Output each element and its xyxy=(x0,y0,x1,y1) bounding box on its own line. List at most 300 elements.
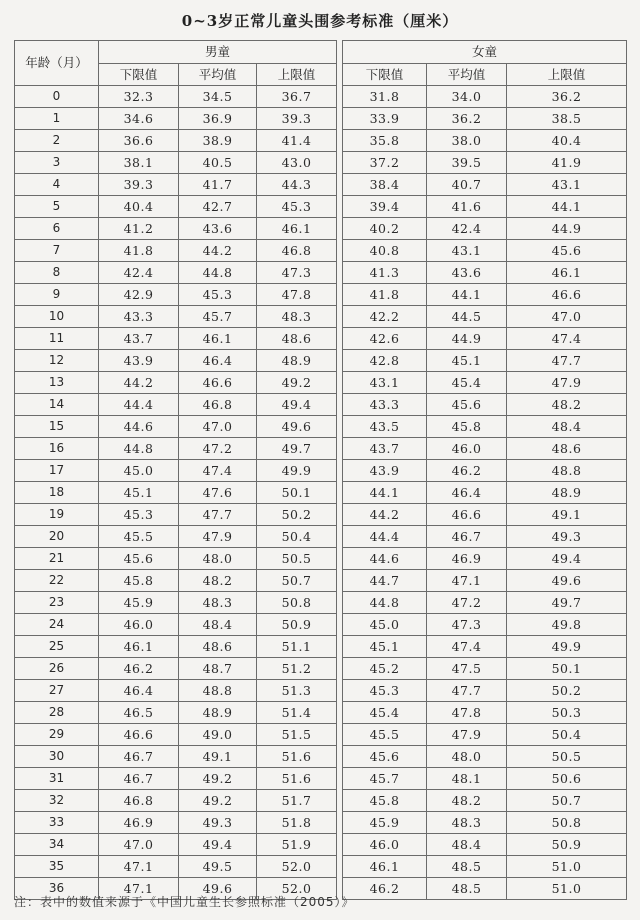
girl-mean-cell: 40.7 xyxy=(427,174,507,196)
girl-mean-cell: 48.4 xyxy=(427,834,507,856)
boy-mean-cell: 49.0 xyxy=(179,724,257,746)
boy-upper-cell: 51.3 xyxy=(257,680,337,702)
age-cell: 4 xyxy=(15,174,99,196)
girl-mean-cell: 47.1 xyxy=(427,570,507,592)
boy-upper-cell: 43.0 xyxy=(257,152,337,174)
girl-lower-cell: 40.2 xyxy=(343,218,427,240)
boy-upper-cell: 44.3 xyxy=(257,174,337,196)
age-cell: 34 xyxy=(15,834,99,856)
girl-lower-cell: 45.9 xyxy=(343,812,427,834)
girl-mean-cell: 45.6 xyxy=(427,394,507,416)
girl-upper-cell: 38.5 xyxy=(507,108,627,130)
girl-lower-cell: 31.8 xyxy=(343,86,427,108)
girl-mean-cell: 44.9 xyxy=(427,328,507,350)
table-row xyxy=(15,416,627,438)
girl-lower-cell: 44.8 xyxy=(343,592,427,614)
age-cell: 16 xyxy=(15,438,99,460)
table-row xyxy=(15,702,627,724)
age-cell: 8 xyxy=(15,262,99,284)
girl-upper-cell: 40.4 xyxy=(507,130,627,152)
girl-lower-cell: 43.1 xyxy=(343,372,427,394)
age-cell: 17 xyxy=(15,460,99,482)
boy-upper-cell: 47.8 xyxy=(257,284,337,306)
boy-mean-cell: 49.3 xyxy=(179,812,257,834)
boy-upper-cell: 49.6 xyxy=(257,416,337,438)
boy-upper-cell: 51.8 xyxy=(257,812,337,834)
girl-upper-cell: 49.6 xyxy=(507,570,627,592)
girl-lower-cell: 46.1 xyxy=(343,856,427,878)
girl-mean-cell: 48.5 xyxy=(427,878,507,900)
girl-upper-cell: 47.7 xyxy=(507,350,627,372)
table-row xyxy=(15,240,627,262)
boy-upper-cell: 48.9 xyxy=(257,350,337,372)
boy-lower-cell: 43.7 xyxy=(99,328,179,350)
girl-lower-cell: 44.7 xyxy=(343,570,427,592)
girl-mean-cell: 46.0 xyxy=(427,438,507,460)
age-cell: 15 xyxy=(15,416,99,438)
girl-lower-cell: 46.0 xyxy=(343,834,427,856)
boy-mean-cell: 47.2 xyxy=(179,438,257,460)
age-cell: 22 xyxy=(15,570,99,592)
age-cell: 19 xyxy=(15,504,99,526)
girl-upper-cell: 51.0 xyxy=(507,878,627,900)
boy-upper-cell: 50.2 xyxy=(257,504,337,526)
girl-lower-cell: 45.6 xyxy=(343,746,427,768)
boy-mean-cell: 46.8 xyxy=(179,394,257,416)
boy-upper-cell: 49.4 xyxy=(257,394,337,416)
boy-mean-cell: 44.8 xyxy=(179,262,257,284)
boy-mean-cell: 48.4 xyxy=(179,614,257,636)
boy-lower-cell: 45.0 xyxy=(99,460,179,482)
girls-group-header: 女童 xyxy=(343,41,627,64)
table-header xyxy=(15,41,627,86)
girl-lower-cell: 39.4 xyxy=(343,196,427,218)
age-cell: 29 xyxy=(15,724,99,746)
boy-upper-cell: 39.3 xyxy=(257,108,337,130)
table-row xyxy=(15,856,627,878)
age-cell: 31 xyxy=(15,768,99,790)
boy-upper-cell: 45.3 xyxy=(257,196,337,218)
girl-upper-cell: 49.7 xyxy=(507,592,627,614)
table-row xyxy=(15,504,627,526)
boy-lower-cell: 46.5 xyxy=(99,702,179,724)
boy-mean-cell: 41.7 xyxy=(179,174,257,196)
age-cell: 23 xyxy=(15,592,99,614)
age-cell: 12 xyxy=(15,350,99,372)
girl-mean-cell: 47.8 xyxy=(427,702,507,724)
table-row xyxy=(15,746,627,768)
table-row xyxy=(15,658,627,680)
boy-upper-cell: 50.5 xyxy=(257,548,337,570)
age-cell: 21 xyxy=(15,548,99,570)
boy-lower-cell: 45.9 xyxy=(99,592,179,614)
girl-mean-cell: 47.7 xyxy=(427,680,507,702)
table-row xyxy=(15,680,627,702)
age-cell: 11 xyxy=(15,328,99,350)
girl-lower-cell: 45.1 xyxy=(343,636,427,658)
boy-mean-cell: 47.9 xyxy=(179,526,257,548)
girl-upper-cell: 46.1 xyxy=(507,262,627,284)
girl-mean-cell: 46.4 xyxy=(427,482,507,504)
boy-mean-cell: 48.9 xyxy=(179,702,257,724)
girl-lower-cell: 35.8 xyxy=(343,130,427,152)
table-row xyxy=(15,438,627,460)
girl-mean-cell: 41.6 xyxy=(427,196,507,218)
girl-upper-cell: 48.2 xyxy=(507,394,627,416)
age-cell: 18 xyxy=(15,482,99,504)
girl-lower-cell: 37.2 xyxy=(343,152,427,174)
table-row xyxy=(15,372,627,394)
table-row xyxy=(15,482,627,504)
girl-mean-cell: 47.9 xyxy=(427,724,507,746)
girl-upper-cell: 49.3 xyxy=(507,526,627,548)
girl-mean-cell: 46.2 xyxy=(427,460,507,482)
girl-upper-cell: 47.4 xyxy=(507,328,627,350)
age-cell: 2 xyxy=(15,130,99,152)
girl-lower-cell: 46.2 xyxy=(343,878,427,900)
boy-upper-cell: 49.9 xyxy=(257,460,337,482)
girl-lower-cell: 44.2 xyxy=(343,504,427,526)
girl-upper-cell: 50.2 xyxy=(507,680,627,702)
table-title: 0~3岁正常儿童头围参考标准（厘米） xyxy=(181,12,459,30)
age-cell: 25 xyxy=(15,636,99,658)
girl-mean-cell: 45.1 xyxy=(427,350,507,372)
boy-mean-cell: 49.4 xyxy=(179,834,257,856)
boy-mean-cell: 45.3 xyxy=(179,284,257,306)
age-cell: 36 xyxy=(15,878,99,900)
girl-lower-cell: 43.3 xyxy=(343,394,427,416)
girl-upper-cell: 46.6 xyxy=(507,284,627,306)
boy-upper-cell: 52.0 xyxy=(257,878,337,900)
girl-upper-cell: 50.1 xyxy=(507,658,627,680)
table-row xyxy=(15,152,627,174)
girl-lower-cell: 40.8 xyxy=(343,240,427,262)
girl-lower-cell: 45.3 xyxy=(343,680,427,702)
age-cell: 13 xyxy=(15,372,99,394)
girl-lower-cell: 38.4 xyxy=(343,174,427,196)
boy-lower-cell: 46.7 xyxy=(99,768,179,790)
age-cell: 26 xyxy=(15,658,99,680)
boy-upper-cell: 36.7 xyxy=(257,86,337,108)
girl-mean-cell: 46.9 xyxy=(427,548,507,570)
boy-lower-cell: 46.0 xyxy=(99,614,179,636)
boy-upper-cell: 48.3 xyxy=(257,306,337,328)
age-cell: 33 xyxy=(15,812,99,834)
table-row xyxy=(15,526,627,548)
source-note: 注：表中的数值来源于《中国儿童生长参照标准（2005）》 xyxy=(14,895,355,909)
boy-lower-cell: 40.4 xyxy=(99,196,179,218)
boy-mean-cell: 48.3 xyxy=(179,592,257,614)
boy-upper-cell: 51.9 xyxy=(257,834,337,856)
boy-mean-cell: 47.6 xyxy=(179,482,257,504)
boy-lower-cell: 46.9 xyxy=(99,812,179,834)
age-cell: 32 xyxy=(15,790,99,812)
boy-upper-cell: 51.5 xyxy=(257,724,337,746)
girl-upper-cell: 48.6 xyxy=(507,438,627,460)
boy-mean-cell: 43.6 xyxy=(179,218,257,240)
table-row xyxy=(15,284,627,306)
boy-mean-cell: 40.5 xyxy=(179,152,257,174)
boy-mean-cell: 44.2 xyxy=(179,240,257,262)
boy-lower-cell: 45.8 xyxy=(99,570,179,592)
age-cell: 24 xyxy=(15,614,99,636)
boy-lower-cell: 47.1 xyxy=(99,856,179,878)
boy-mean-cell: 49.6 xyxy=(179,878,257,900)
boy-lower-cell: 38.1 xyxy=(99,152,179,174)
boy-lower-cell: 45.6 xyxy=(99,548,179,570)
boys-group-header: 男童 xyxy=(99,41,337,64)
boy-lower-cell: 39.3 xyxy=(99,174,179,196)
boy-upper-cell: 50.8 xyxy=(257,592,337,614)
boy-mean-cell: 38.9 xyxy=(179,130,257,152)
girl-mean-cell: 38.0 xyxy=(427,130,507,152)
girl-upper-cell: 41.9 xyxy=(507,152,627,174)
boy-lower-cell: 45.5 xyxy=(99,526,179,548)
boy-lower-cell: 41.8 xyxy=(99,240,179,262)
girl-lower-cell: 41.3 xyxy=(343,262,427,284)
girl-upper-cell: 49.8 xyxy=(507,614,627,636)
girl-upper-cell: 50.8 xyxy=(507,812,627,834)
table-row xyxy=(15,86,627,108)
girl-mean-cell: 43.1 xyxy=(427,240,507,262)
girl-upper-cell: 49.9 xyxy=(507,636,627,658)
girl-mean-cell: 43.6 xyxy=(427,262,507,284)
boy-mean-cell: 49.2 xyxy=(179,790,257,812)
age-cell: 9 xyxy=(15,284,99,306)
boy-mean-cell: 47.0 xyxy=(179,416,257,438)
table-row xyxy=(15,636,627,658)
boy-upper-cell: 47.3 xyxy=(257,262,337,284)
boy-lower-cell: 46.8 xyxy=(99,790,179,812)
age-cell: 0 xyxy=(15,86,99,108)
girl-upper-cell: 48.8 xyxy=(507,460,627,482)
boy-lower-cell: 41.2 xyxy=(99,218,179,240)
boy-mean-cell: 46.6 xyxy=(179,372,257,394)
girl-upper-cell: 50.5 xyxy=(507,746,627,768)
boy-upper-cell: 46.1 xyxy=(257,218,337,240)
girl-lower-cell: 42.8 xyxy=(343,350,427,372)
age-cell: 10 xyxy=(15,306,99,328)
girl-mean-cell: 47.5 xyxy=(427,658,507,680)
age-cell: 27 xyxy=(15,680,99,702)
girls-lower-header: 下限值 xyxy=(343,63,427,86)
boy-lower-cell: 44.4 xyxy=(99,394,179,416)
girl-upper-cell: 44.1 xyxy=(507,196,627,218)
girl-mean-cell: 48.3 xyxy=(427,812,507,834)
age-cell: 20 xyxy=(15,526,99,548)
boy-upper-cell: 51.1 xyxy=(257,636,337,658)
girl-lower-cell: 44.6 xyxy=(343,548,427,570)
girl-lower-cell: 45.5 xyxy=(343,724,427,746)
girl-mean-cell: 44.1 xyxy=(427,284,507,306)
boy-upper-cell: 50.4 xyxy=(257,526,337,548)
boy-upper-cell: 41.4 xyxy=(257,130,337,152)
boy-mean-cell: 49.1 xyxy=(179,746,257,768)
boy-mean-cell: 47.4 xyxy=(179,460,257,482)
girl-lower-cell: 43.9 xyxy=(343,460,427,482)
girl-upper-cell: 44.9 xyxy=(507,218,627,240)
boy-lower-cell: 45.1 xyxy=(99,482,179,504)
boy-lower-cell: 46.4 xyxy=(99,680,179,702)
girl-mean-cell: 48.5 xyxy=(427,856,507,878)
boy-lower-cell: 44.2 xyxy=(99,372,179,394)
boy-mean-cell: 48.0 xyxy=(179,548,257,570)
table-row xyxy=(15,548,627,570)
boy-upper-cell: 51.6 xyxy=(257,746,337,768)
table-row xyxy=(15,570,627,592)
table-row xyxy=(15,812,627,834)
girl-upper-cell: 49.4 xyxy=(507,548,627,570)
girl-mean-cell: 46.6 xyxy=(427,504,507,526)
girl-mean-cell: 47.3 xyxy=(427,614,507,636)
girl-upper-cell: 45.6 xyxy=(507,240,627,262)
boy-lower-cell: 34.6 xyxy=(99,108,179,130)
girl-mean-cell: 48.2 xyxy=(427,790,507,812)
girl-lower-cell: 43.5 xyxy=(343,416,427,438)
boy-mean-cell: 46.1 xyxy=(179,328,257,350)
girl-mean-cell: 44.5 xyxy=(427,306,507,328)
table-row xyxy=(15,614,627,636)
head-circumference-table xyxy=(14,40,627,900)
boy-mean-cell: 45.7 xyxy=(179,306,257,328)
girl-mean-cell: 48.0 xyxy=(427,746,507,768)
girl-lower-cell: 45.2 xyxy=(343,658,427,680)
girl-upper-cell: 43.1 xyxy=(507,174,627,196)
boy-lower-cell: 46.1 xyxy=(99,636,179,658)
girl-mean-cell: 47.4 xyxy=(427,636,507,658)
table-row xyxy=(15,196,627,218)
girl-lower-cell: 41.8 xyxy=(343,284,427,306)
age-cell: 28 xyxy=(15,702,99,724)
table-row xyxy=(15,834,627,856)
girl-upper-cell: 50.3 xyxy=(507,702,627,724)
boy-lower-cell: 42.4 xyxy=(99,262,179,284)
boy-mean-cell: 42.7 xyxy=(179,196,257,218)
girl-upper-cell: 48.4 xyxy=(507,416,627,438)
girl-upper-cell: 47.0 xyxy=(507,306,627,328)
girl-lower-cell: 45.7 xyxy=(343,768,427,790)
girl-lower-cell: 42.2 xyxy=(343,306,427,328)
boy-upper-cell: 50.1 xyxy=(257,482,337,504)
girls-upper-header: 上限值 xyxy=(507,63,627,86)
girl-lower-cell: 33.9 xyxy=(343,108,427,130)
boy-mean-cell: 36.9 xyxy=(179,108,257,130)
boy-mean-cell: 49.2 xyxy=(179,768,257,790)
girl-mean-cell: 34.0 xyxy=(427,86,507,108)
table-row xyxy=(15,328,627,350)
girl-mean-cell: 47.2 xyxy=(427,592,507,614)
boy-upper-cell: 50.9 xyxy=(257,614,337,636)
girl-lower-cell: 44.1 xyxy=(343,482,427,504)
girl-lower-cell: 43.7 xyxy=(343,438,427,460)
girl-upper-cell: 50.9 xyxy=(507,834,627,856)
boy-mean-cell: 48.6 xyxy=(179,636,257,658)
girl-upper-cell: 49.1 xyxy=(507,504,627,526)
boy-lower-cell: 46.2 xyxy=(99,658,179,680)
girl-mean-cell: 39.5 xyxy=(427,152,507,174)
girl-upper-cell: 47.9 xyxy=(507,372,627,394)
girl-lower-cell: 45.8 xyxy=(343,790,427,812)
girl-lower-cell: 45.4 xyxy=(343,702,427,724)
table-row xyxy=(15,130,627,152)
boy-lower-cell: 46.7 xyxy=(99,746,179,768)
boy-upper-cell: 51.6 xyxy=(257,768,337,790)
girl-mean-cell: 45.8 xyxy=(427,416,507,438)
girl-mean-cell: 48.1 xyxy=(427,768,507,790)
boy-upper-cell: 52.0 xyxy=(257,856,337,878)
boy-upper-cell: 51.7 xyxy=(257,790,337,812)
table-row xyxy=(15,306,627,328)
girl-mean-cell: 46.7 xyxy=(427,526,507,548)
girl-mean-cell: 45.4 xyxy=(427,372,507,394)
boy-upper-cell: 51.4 xyxy=(257,702,337,724)
age-cell: 6 xyxy=(15,218,99,240)
boy-upper-cell: 51.2 xyxy=(257,658,337,680)
boy-mean-cell: 34.5 xyxy=(179,86,257,108)
table-row xyxy=(15,790,627,812)
table-row xyxy=(15,218,627,240)
table-body xyxy=(15,86,627,900)
girl-lower-cell: 44.4 xyxy=(343,526,427,548)
table-row xyxy=(15,108,627,130)
girl-mean-cell: 36.2 xyxy=(427,108,507,130)
table-row xyxy=(15,262,627,284)
boy-lower-cell: 45.3 xyxy=(99,504,179,526)
age-cell: 3 xyxy=(15,152,99,174)
boy-lower-cell: 47.0 xyxy=(99,834,179,856)
boy-mean-cell: 48.8 xyxy=(179,680,257,702)
boy-mean-cell: 46.4 xyxy=(179,350,257,372)
table-row xyxy=(15,724,627,746)
girl-mean-cell: 42.4 xyxy=(427,218,507,240)
boy-mean-cell: 47.7 xyxy=(179,504,257,526)
table-row xyxy=(15,768,627,790)
boys-mean-header: 平均值 xyxy=(179,63,257,86)
boy-upper-cell: 50.7 xyxy=(257,570,337,592)
age-cell: 35 xyxy=(15,856,99,878)
girl-upper-cell: 51.0 xyxy=(507,856,627,878)
girl-lower-cell: 45.0 xyxy=(343,614,427,636)
age-cell: 30 xyxy=(15,746,99,768)
boy-lower-cell: 47.1 xyxy=(99,878,179,900)
table-row xyxy=(15,592,627,614)
girl-upper-cell: 36.2 xyxy=(507,86,627,108)
age-column-header: 年龄（月） xyxy=(15,41,99,86)
boy-upper-cell: 46.8 xyxy=(257,240,337,262)
age-cell: 5 xyxy=(15,196,99,218)
boy-lower-cell: 43.9 xyxy=(99,350,179,372)
age-cell: 7 xyxy=(15,240,99,262)
boys-upper-header: 上限值 xyxy=(257,63,337,86)
girl-lower-cell: 42.6 xyxy=(343,328,427,350)
boy-mean-cell: 48.2 xyxy=(179,570,257,592)
age-cell: 1 xyxy=(15,108,99,130)
boys-lower-header: 下限值 xyxy=(99,63,179,86)
boy-lower-cell: 43.3 xyxy=(99,306,179,328)
boy-lower-cell: 32.3 xyxy=(99,86,179,108)
boy-lower-cell: 36.6 xyxy=(99,130,179,152)
age-cell: 14 xyxy=(15,394,99,416)
boy-lower-cell: 44.6 xyxy=(99,416,179,438)
table-row xyxy=(15,394,627,416)
table-row xyxy=(15,174,627,196)
boy-upper-cell: 49.2 xyxy=(257,372,337,394)
girl-upper-cell: 50.4 xyxy=(507,724,627,746)
boy-lower-cell: 42.9 xyxy=(99,284,179,306)
girl-upper-cell: 50.7 xyxy=(507,790,627,812)
table-row xyxy=(15,350,627,372)
boy-upper-cell: 49.7 xyxy=(257,438,337,460)
